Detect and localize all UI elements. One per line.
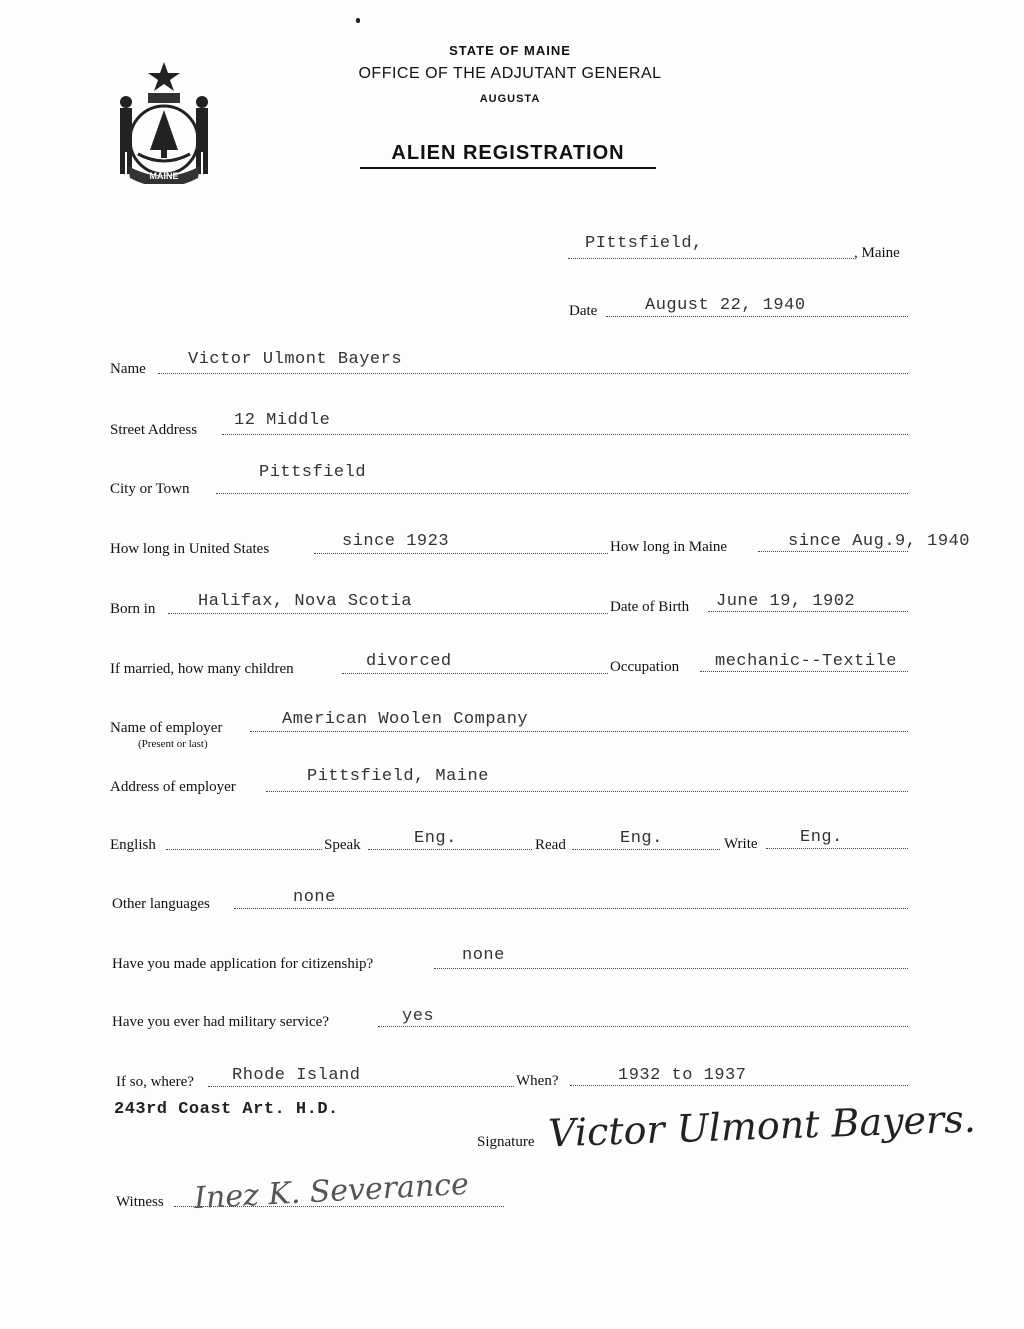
signature-label: Signature <box>477 1134 535 1150</box>
other-languages-label: Other languages <box>112 896 210 912</box>
maine-duration-line <box>758 551 908 552</box>
employer-address-label: Address of employer <box>110 779 236 795</box>
where-label: If so, where? <box>116 1074 194 1090</box>
witness-signature: Inez K. Severance <box>193 1166 470 1217</box>
read-label: Read <box>535 837 566 853</box>
street-value[interactable]: 12 Middle <box>234 411 331 430</box>
when-label: When? <box>516 1073 559 1089</box>
city-heading: AUGUSTA <box>479 93 541 105</box>
dob-label: Date of Birth <box>610 599 690 615</box>
children-value[interactable]: divorced <box>366 652 452 671</box>
city-label: City or Town <box>110 481 190 497</box>
military-line <box>378 1026 908 1027</box>
children-label: If married, how many children <box>110 661 294 677</box>
us-duration-value[interactable]: since 1923 <box>342 532 450 551</box>
city-line <box>216 493 908 494</box>
maine-duration-label: How long in Maine <box>610 539 728 555</box>
when-value[interactable]: 1932 to 1937 <box>618 1066 747 1085</box>
speak-label: Speak <box>324 837 361 853</box>
write-label: Write <box>724 836 758 852</box>
write-line <box>766 848 908 849</box>
children-line <box>342 673 608 674</box>
citizenship-label: Have you made application for citizenship? <box>112 956 374 972</box>
write-value[interactable]: Eng. <box>800 828 843 847</box>
citizenship-value[interactable]: none <box>462 946 505 965</box>
employer-address-value[interactable]: Pittsfield, Maine <box>307 767 489 786</box>
street-line <box>222 434 908 435</box>
signature-value: Victor Ulmont Bayers. <box>547 1096 977 1156</box>
other-languages-value[interactable]: none <box>293 888 336 907</box>
where-line <box>208 1086 514 1087</box>
read-line <box>572 849 720 850</box>
date-line <box>606 316 908 317</box>
english-label: English <box>110 837 156 853</box>
read-value[interactable]: Eng. <box>620 829 663 848</box>
us-duration-line <box>314 553 608 554</box>
employer-label: Name of employer <box>110 720 223 736</box>
occupation-label: Occupation <box>610 659 680 675</box>
born-value[interactable]: Halifax, Nova Scotia <box>198 592 413 611</box>
name-line <box>158 373 908 374</box>
witness-label: Witness <box>116 1194 164 1210</box>
date-label: Date <box>569 303 598 319</box>
occupation-value[interactable]: mechanic--Textile <box>715 652 897 671</box>
born-label: Born in <box>110 601 156 617</box>
name-label: Name <box>110 361 146 377</box>
dob-line <box>708 611 908 612</box>
born-line <box>168 613 608 614</box>
occupation-line <box>700 671 908 672</box>
military-value[interactable]: yes <box>402 1007 435 1026</box>
speak-value[interactable]: Eng. <box>414 829 457 848</box>
location-value[interactable]: PIttsfield, <box>585 234 703 253</box>
citizenship-line <box>434 968 908 969</box>
military-label: Have you ever had military service? <box>112 1014 329 1030</box>
street-label: Street Address <box>110 422 198 438</box>
employer-line <box>250 731 908 732</box>
us-duration-label: How long in United States <box>110 541 270 557</box>
office-heading: OFFICE OF THE ADJUTANT GENERAL <box>358 65 662 82</box>
dob-value[interactable]: June 19, 1902 <box>716 592 856 611</box>
svg-text:MAINE: MAINE <box>149 171 179 181</box>
maine-duration-value[interactable]: since Aug.9, 1940 <box>788 532 970 551</box>
employer-address-line <box>266 791 908 792</box>
date-value[interactable]: August 22, 1940 <box>645 296 806 315</box>
city-value[interactable]: Pittsfield <box>259 463 367 482</box>
location-line <box>568 258 854 259</box>
employer-sublabel: (Present or last) <box>138 738 208 750</box>
employer-value[interactable]: American Woolen Company <box>282 710 529 729</box>
military-unit-note: 243rd Coast Art. H.D. <box>114 1100 339 1119</box>
english-line <box>166 849 322 850</box>
punch-mark <box>356 18 360 23</box>
maine-state-seal-icon <box>110 58 218 184</box>
speak-line <box>368 849 532 850</box>
state-heading: STATE OF MAINE <box>449 43 571 58</box>
name-value[interactable]: Victor Ulmont Bayers <box>188 350 403 369</box>
form-title: ALIEN REGISTRATION <box>360 142 656 169</box>
location-suffix: , Maine <box>854 245 900 261</box>
where-value[interactable]: Rhode Island <box>232 1066 361 1085</box>
when-line <box>570 1085 908 1086</box>
other-languages-line <box>234 908 908 909</box>
